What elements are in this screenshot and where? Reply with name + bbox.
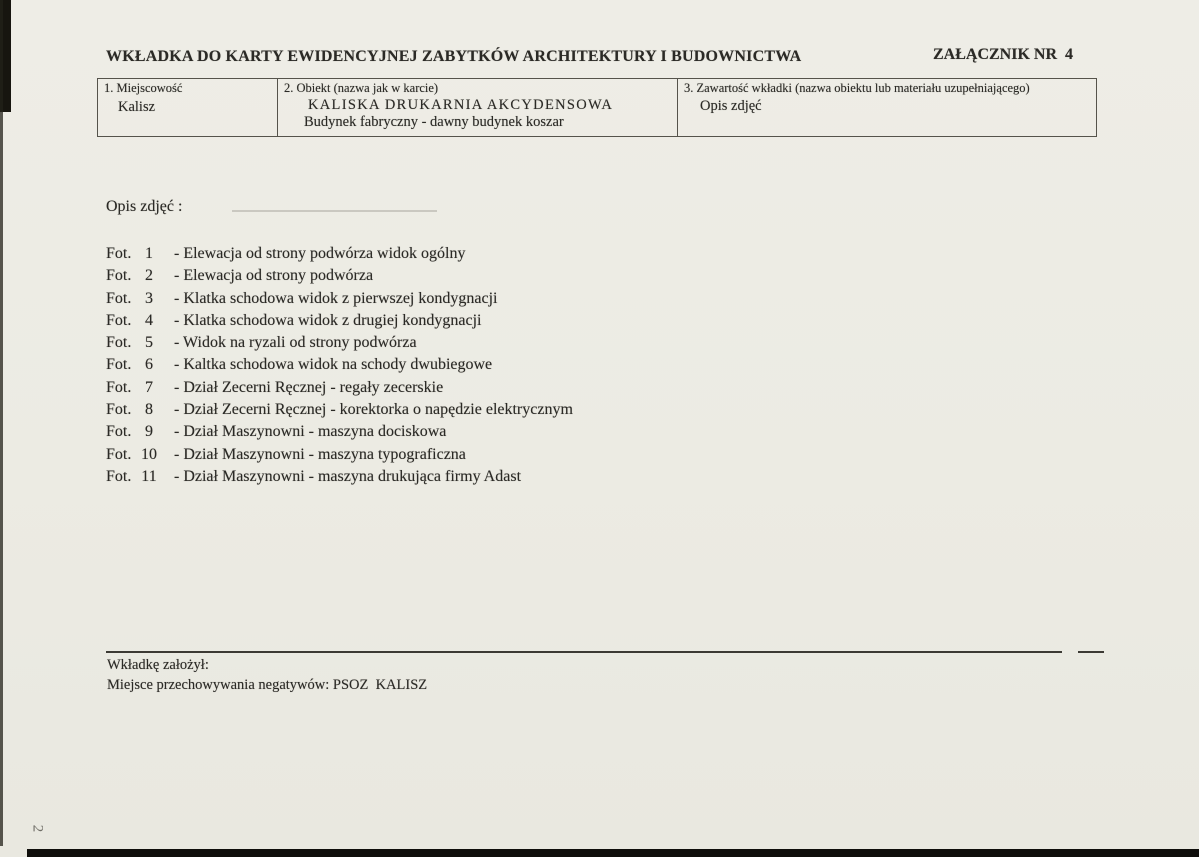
photo-list-item xyxy=(106,310,573,332)
photo-list-item xyxy=(106,421,573,443)
photo-description: - Widok na ryzali od strony podwórza xyxy=(174,334,417,352)
photo-description: - Dział Zecerni Ręcznej - korektorka o napędzie elektrycznym xyxy=(174,401,573,419)
photo-description: - Elewacja od strony podwórza xyxy=(174,267,374,285)
photo-label: Fot. xyxy=(106,267,132,285)
photo-number: 4 xyxy=(145,311,153,329)
faint-rule xyxy=(232,210,437,212)
photo-number: 11 xyxy=(141,467,157,485)
scan-edge-artifact xyxy=(27,849,1199,857)
photo-number: 2 xyxy=(145,267,153,285)
photo-description: - Dział Maszynowni - maszyna typograficzna xyxy=(174,445,466,463)
attachment-number-label: ZAŁĄCZNIK NR 4 xyxy=(933,46,1074,63)
negatives-location-text: Miejsce przechowywania negatywów: PSOZ KALISZ xyxy=(107,677,428,693)
field-locality xyxy=(98,79,278,136)
field-insert-contents-value: Opis zdjęć xyxy=(700,98,762,114)
scan-edge-artifact xyxy=(0,0,3,846)
photo-number: 3 xyxy=(145,289,153,307)
rotated-page-number: 2 xyxy=(29,824,46,833)
photo-description-list xyxy=(106,243,573,488)
photo-label: Fot. xyxy=(106,378,132,396)
photo-label: Fot. xyxy=(106,289,132,307)
photo-description: - Kaltka schodowa widok na schody dwubiegowe xyxy=(174,356,493,374)
document-title: WKŁADKA DO KARTY EWIDENCYJNEJ ZABYTKÓW ARCHITEKTURY I BUDOWNICTWA xyxy=(106,48,802,65)
photo-list-item xyxy=(106,288,573,310)
photo-description: - Klatka schodowa widok z drugiej kondygnacji xyxy=(174,311,482,329)
photo-number: 8 xyxy=(145,401,153,419)
photo-number: 1 xyxy=(145,245,153,262)
photo-number: 6 xyxy=(145,356,153,374)
photo-label: Fot. xyxy=(106,445,132,463)
photo-number: 7 xyxy=(145,378,153,396)
photo-description: - Klatka schodowa widok z pierwszej kondygnacji xyxy=(174,289,498,307)
photo-label: Fot. xyxy=(106,423,132,441)
photo-list-item xyxy=(106,354,573,376)
photo-descriptions-heading: Opis zdjęć : xyxy=(106,198,183,215)
photo-list-item xyxy=(106,444,573,466)
photo-list-item xyxy=(106,243,573,265)
photo-label: Fot. xyxy=(106,356,132,374)
field-object-description: Budynek fabryczny - dawny budynek koszar xyxy=(304,114,564,130)
field-insert-contents-label: 3. Zawartość wkładki (nazwa obiektu lub materiału uzupełniającego) xyxy=(684,81,1030,95)
photo-label: Fot. xyxy=(106,401,132,419)
established-by-label: Wkładkę założył: xyxy=(107,657,209,673)
footer-rule-dash xyxy=(1078,651,1104,653)
photo-number: 5 xyxy=(145,334,153,352)
field-object-name: KALISKA DRUKARNIA AKCYDENSOWA xyxy=(308,97,614,113)
photo-list-item xyxy=(106,399,573,421)
field-object-label: 2. Obiekt (nazwa jak w karcie) xyxy=(284,81,439,95)
form-header-table xyxy=(97,78,1097,137)
field-object xyxy=(278,79,678,136)
photo-description: - Dział Zecerni Ręcznej - regały zecerskie xyxy=(174,378,444,396)
photo-list-item xyxy=(106,265,573,287)
photo-description: - Dział Maszynowni - maszyna dociskowa xyxy=(174,423,447,441)
field-locality-label: 1. Miejscowość xyxy=(104,81,183,95)
field-locality-value: Kalisz xyxy=(118,99,156,115)
photo-number: 10 xyxy=(141,445,157,463)
photo-description: - Dział Maszynowni - maszyna drukująca firmy Adast xyxy=(174,467,522,485)
photo-number: 9 xyxy=(145,423,153,441)
footer-rule xyxy=(106,651,1062,653)
photo-list-item xyxy=(106,377,573,399)
photo-label: Fot. xyxy=(106,467,132,485)
photo-list-item xyxy=(106,466,573,488)
photo-description: - Elewacja od strony podwórza widok ogólny xyxy=(174,245,466,262)
photo-label: Fot. xyxy=(106,311,132,329)
photo-list-item xyxy=(106,332,573,354)
photo-label: Fot. xyxy=(106,245,132,262)
field-insert-contents xyxy=(678,79,1096,136)
photo-label: Fot. xyxy=(106,334,132,352)
